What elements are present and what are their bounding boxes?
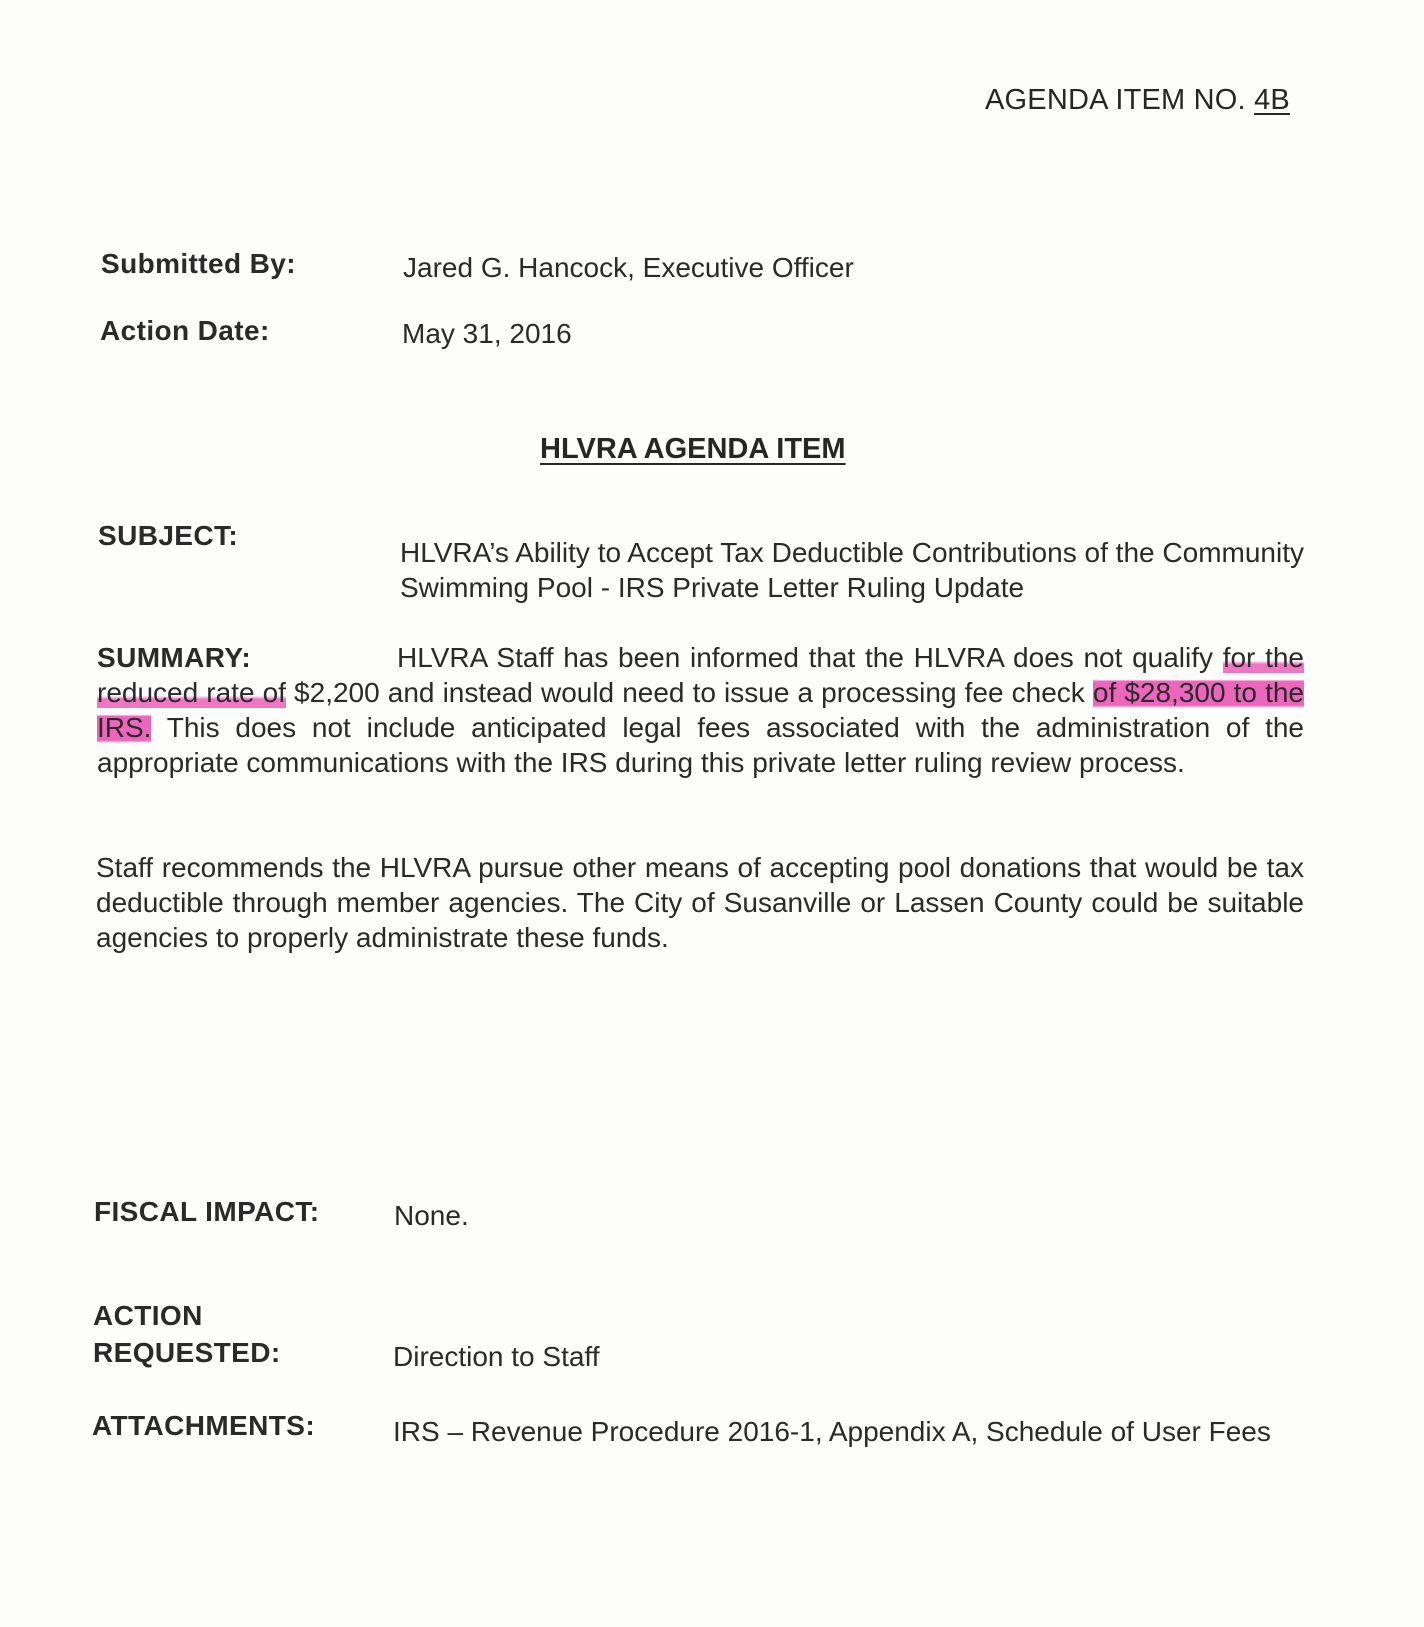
- summary-partial-highlight: for the reduced rate of: [97, 642, 1304, 708]
- fiscal-impact-label: FISCAL IMPACT:: [94, 1196, 320, 1227]
- fiscal-impact-value: None.: [394, 1200, 469, 1231]
- action-date-value: May 31, 2016: [402, 318, 572, 349]
- agenda-item-value: 4B: [1254, 84, 1290, 116]
- submitted-by-value: Jared G. Hancock, Executive Officer: [403, 252, 854, 283]
- action-requested-value: Direction to Staff: [393, 1341, 600, 1372]
- submitted-by-label: Submitted By:: [101, 248, 296, 279]
- attachments-label: ATTACHMENTS:: [92, 1410, 316, 1441]
- subject-label: SUBJECT:: [98, 520, 239, 551]
- summary-highlighted-text: of $28,300 to the IRS.: [97, 677, 1304, 743]
- summary-label: SUMMARY:: [97, 642, 252, 673]
- action-requested-label-line1: ACTION: [93, 1300, 203, 1331]
- attachments-value: IRS – Revenue Procedure 2016-1, Appendix A, Schedule of User Fees: [393, 1416, 1271, 1447]
- action-requested-label-line2: REQUESTED:: [93, 1337, 281, 1368]
- summary-text-start: HLVRA Staff has been informed that the HLVRA does not qualify: [397, 642, 1223, 673]
- summary-paragraph: [97, 640, 1304, 780]
- agenda-item-number: [985, 84, 1290, 117]
- summary-text-end: This does not include anticipated legal fees associated with the administration of the appropriate communications with the IRS during this private letter ruling review process.: [97, 712, 1304, 778]
- summary-text-mid: $2,200 and instead would need to issue a processing fee check: [285, 677, 1093, 708]
- agenda-item-label: AGENDA ITEM NO.: [985, 84, 1246, 116]
- recommendation-paragraph: Staff recommends the HLVRA pursue other means of accepting pool donations that would be tax deductible through member agencies. The City of Susanville or Lassen County could be suitable agencies to properly administrate these funds.: [96, 852, 1304, 953]
- subject-text: HLVRA’s Ability to Accept Tax Deductible Contributions of the Community Swimming Pool - IRS Private Letter Ruling Update: [400, 537, 1304, 603]
- page-title: HLVRA AGENDA ITEM: [540, 433, 846, 465]
- action-date-label: Action Date:: [100, 315, 270, 346]
